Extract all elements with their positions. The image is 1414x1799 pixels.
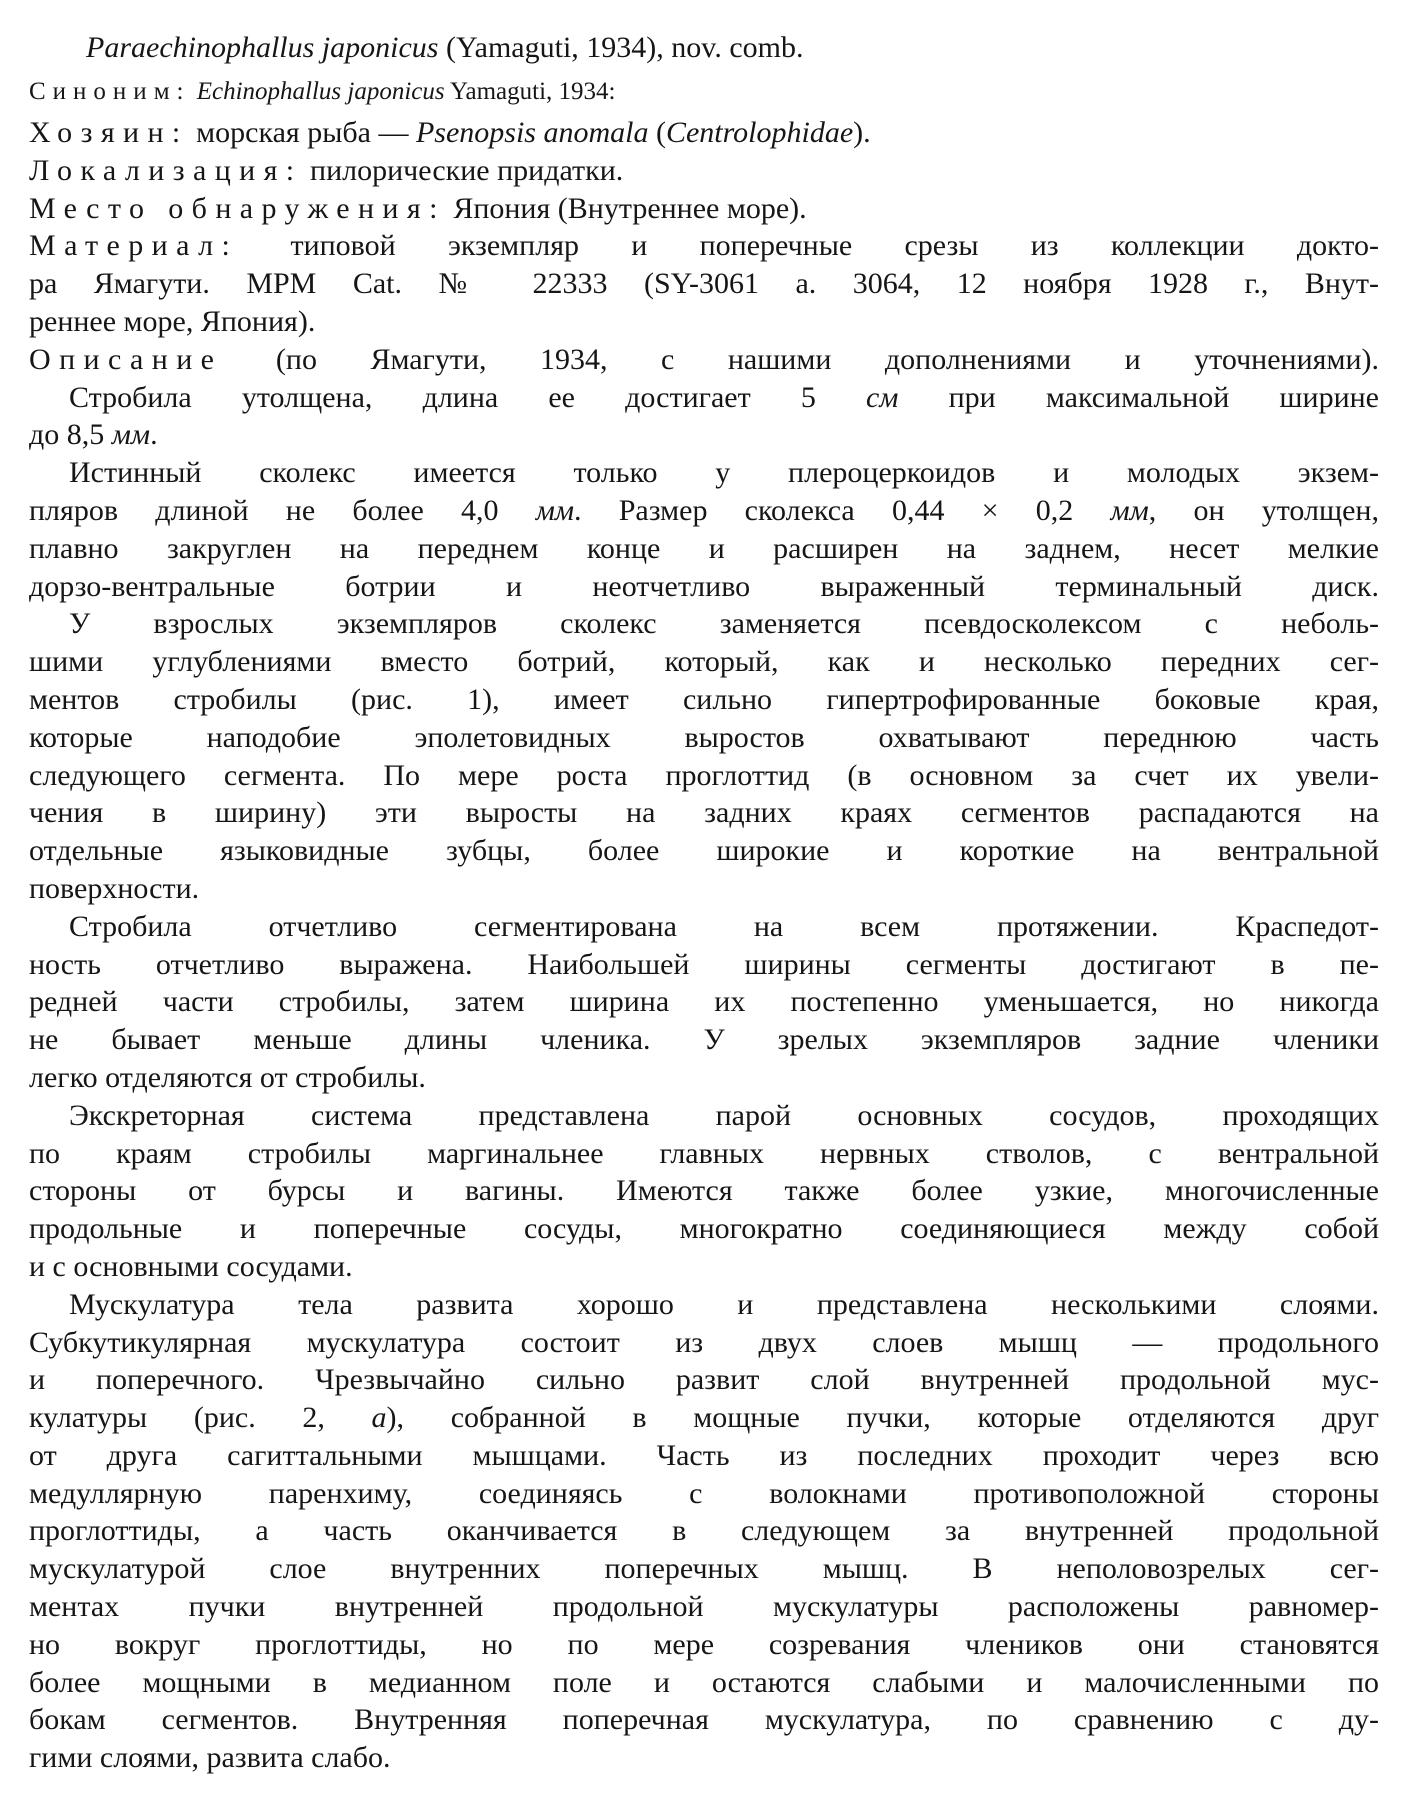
text-line	[29, 530, 1379, 568]
field-label: Место обнаружения:	[29, 191, 446, 225]
text-line	[29, 303, 1379, 341]
text-segment: Yamaguti, 1934:	[444, 78, 616, 105]
text-line	[29, 1172, 1379, 1210]
text-segment: пляров длиной не более 4,0	[29, 493, 536, 527]
text-segment: Стробила утолщена, длина ее достигает 5	[69, 380, 866, 414]
text-line	[29, 1626, 1379, 1664]
text-segment: чения в ширину) эти выросты на задних краях сегментов распадаются на	[29, 796, 1379, 830]
text-segment: пилорические придатки.	[302, 153, 624, 187]
text-segment: ).	[853, 116, 871, 149]
text-line	[29, 341, 1379, 379]
text-segment: (по Ямагути, 1934, с нашими дополнениями и уточнениями).	[222, 342, 1379, 376]
text-line	[29, 379, 1379, 417]
text-line	[29, 1210, 1379, 1248]
text-segment: по краям стробилы маргинальнее главных нервных стволов, с вентральной	[29, 1136, 1379, 1170]
text-segment: гими слоями, развита слабо.	[29, 1741, 391, 1775]
italic-term: мм	[1110, 493, 1149, 527]
section-title	[29, 26, 1379, 70]
text-segment: (	[648, 116, 666, 149]
text-segment: типовой экземпляр и поперечные срезы из коллекции докто-	[238, 229, 1379, 263]
text-segment: но вокруг проглоттиды, но по мере созревания члеников они становятся	[29, 1627, 1379, 1661]
field-label: Хозяин:	[29, 116, 189, 149]
text-line	[29, 794, 1379, 832]
text-segment: ментах пучки внутренней продольной мускулатуры расположены равномер-	[29, 1590, 1379, 1624]
text-segment: ), собранной в мощные пучки, которые отделяются друг	[386, 1401, 1380, 1435]
synonym-line	[29, 70, 1379, 114]
text-segment: Япония (Внутреннее море).	[445, 191, 807, 225]
text-line	[29, 1664, 1379, 1702]
text-segment: не бывает меньше длины членика. У зрелых экземпляров задние членики	[29, 1023, 1379, 1057]
text-segment: поверхности.	[29, 871, 200, 905]
text-segment: ментов стробилы (рис. 1), имеет сильно гипертрофированные боковые края,	[29, 682, 1379, 716]
text-line	[29, 152, 1379, 190]
text-line	[29, 416, 1379, 454]
field-label: Синоним:	[29, 78, 191, 105]
text-segment: от друга сагиттальными мышцами. Часть из последних проходит через всю	[29, 1438, 1379, 1472]
text-segment: которые наподобие эполетовидных выростов охватывают переднюю часть	[29, 720, 1379, 754]
text-segment: при максимальной ширине	[898, 380, 1379, 414]
text-line	[29, 1550, 1379, 1588]
text-line	[29, 832, 1379, 870]
text-segment: дорзо-вентральные ботрии и неотчетливо выраженный терминальный диск.	[29, 569, 1379, 603]
text-line	[29, 1286, 1379, 1324]
text-segment: плавно закруглен на переднем конце и расширен на заднем, несет мелкие	[29, 531, 1379, 565]
text-line	[29, 605, 1379, 643]
italic-term: см	[865, 380, 899, 414]
field-label: Локализация:	[29, 153, 303, 187]
text-segment: мускулатурой слое внутренних поперечных мышц. В неполовозрелых сег-	[29, 1552, 1379, 1586]
text-segment: ность отчетливо выражена. Наибольшей ширины сегменты достигают в пе-	[29, 947, 1379, 981]
text-segment: У взрослых экземпляров сколекс заменяется псевдосколексом с неболь-	[69, 607, 1379, 641]
italic-term: а	[371, 1401, 387, 1435]
text-segment: более мощными в медианном поле и остаются слабыми и малочисленными по	[29, 1665, 1379, 1699]
field-label: Описание	[29, 342, 223, 376]
text-line	[29, 265, 1379, 303]
italic-term: Paraechinophallus japonicus	[86, 31, 439, 64]
italic-term: Centrolophidae	[665, 116, 854, 149]
document-page	[29, 26, 1379, 1777]
text-line	[29, 454, 1379, 492]
text-segment: легко отделяются от стробилы.	[29, 1060, 426, 1094]
text-line	[29, 983, 1379, 1021]
text-segment: Истинный сколекс имеется только у плероцеркоидов и молодых экзем-	[69, 456, 1379, 490]
italic-term: мм	[535, 493, 575, 527]
text-line	[29, 1512, 1379, 1550]
text-segment: (Yamaguti, 1934), nov. comb.	[438, 31, 804, 64]
italic-term: Psenopsis anomala	[415, 116, 649, 149]
text-line	[29, 1021, 1379, 1059]
text-segment: Мускулатура тела развита хорошо и представлена несколькими слоями.	[69, 1287, 1379, 1321]
text-segment: Субкутикулярная мускулатура состоит из двух слоев мышц — продольного	[29, 1325, 1379, 1359]
text-segment: . Размер сколекса 0,44 × 0,2	[574, 493, 1111, 527]
text-line	[29, 492, 1379, 530]
text-segment: , он утолщен,	[1148, 493, 1379, 527]
text-line	[29, 227, 1379, 265]
text-segment: и поперечного. Чрезвычайно сильно развит слой внутренней продольной мус-	[29, 1363, 1379, 1397]
text-segment: проглоттиды, а часть оканчивается в следующем за внутренней продольной	[29, 1514, 1379, 1548]
text-segment: медуллярную паренхиму, соединяясь с волокнами противоположной стороны	[29, 1476, 1379, 1510]
text-segment: Экскреторная система представлена парой основных сосудов, проходящих	[69, 1098, 1379, 1132]
text-line	[29, 1248, 1379, 1286]
text-line	[29, 1324, 1379, 1362]
text-line	[29, 908, 1379, 946]
italic-term: мм	[111, 418, 151, 452]
text-segment: ра Ямагути. MPM Cat. № 22333 (SY-3061 a. 3064, 12 ноября 1928 г., Внут-	[29, 267, 1379, 301]
text-line	[29, 568, 1379, 606]
text-line	[29, 681, 1379, 719]
text-line	[29, 1437, 1379, 1475]
text-segment: бокам сегментов. Внутренняя поперечная мускулатура, по сравнению с ду-	[29, 1703, 1379, 1737]
text-line	[29, 1739, 1379, 1777]
text-segment: .	[150, 418, 158, 452]
text-segment: и с основными сосудами.	[29, 1249, 353, 1283]
text-line	[29, 1361, 1379, 1399]
text-line	[29, 1701, 1379, 1739]
text-line	[29, 1097, 1379, 1135]
text-line	[29, 1588, 1379, 1626]
field-label: Материал:	[29, 229, 239, 263]
text-line	[29, 757, 1379, 795]
text-line	[29, 114, 1379, 152]
text-segment: продольные и поперечные сосуды, многократно соединяющиеся между собой	[29, 1212, 1379, 1246]
text-segment: до 8,5	[29, 418, 112, 452]
text-line	[29, 643, 1379, 681]
text-line	[29, 946, 1379, 984]
italic-term: Echinophallus japonicus	[196, 78, 445, 105]
text-line	[29, 870, 1379, 908]
text-segment: следующего сегмента. По мере роста проглоттид (в основном за счет их увели-	[29, 758, 1379, 792]
text-segment: морская рыба —	[188, 116, 416, 149]
text-segment: Стробила отчетливо сегментирована на всем протяжении. Краспедот-	[69, 909, 1379, 943]
text-segment: кулатуры (рис. 2,	[29, 1401, 372, 1435]
text-line	[29, 1059, 1379, 1097]
text-line	[29, 1399, 1379, 1437]
text-segment: стороны от бурсы и вагины. Имеются также более узкие, многочисленные	[29, 1174, 1379, 1208]
text-line	[29, 719, 1379, 757]
text-segment: реннее море, Япония).	[29, 304, 316, 338]
text-line	[29, 1475, 1379, 1513]
text-line	[29, 190, 1379, 228]
text-segment: редней части стробилы, затем ширина их постепенно уменьшается, но никогда	[29, 985, 1379, 1019]
text-segment: отдельные языковидные зубцы, более широкие и короткие на вентральной	[29, 834, 1379, 868]
text-segment: шими углублениями вместо ботрий, который, как и несколько передних сег-	[29, 645, 1379, 679]
text-line	[29, 1135, 1379, 1173]
